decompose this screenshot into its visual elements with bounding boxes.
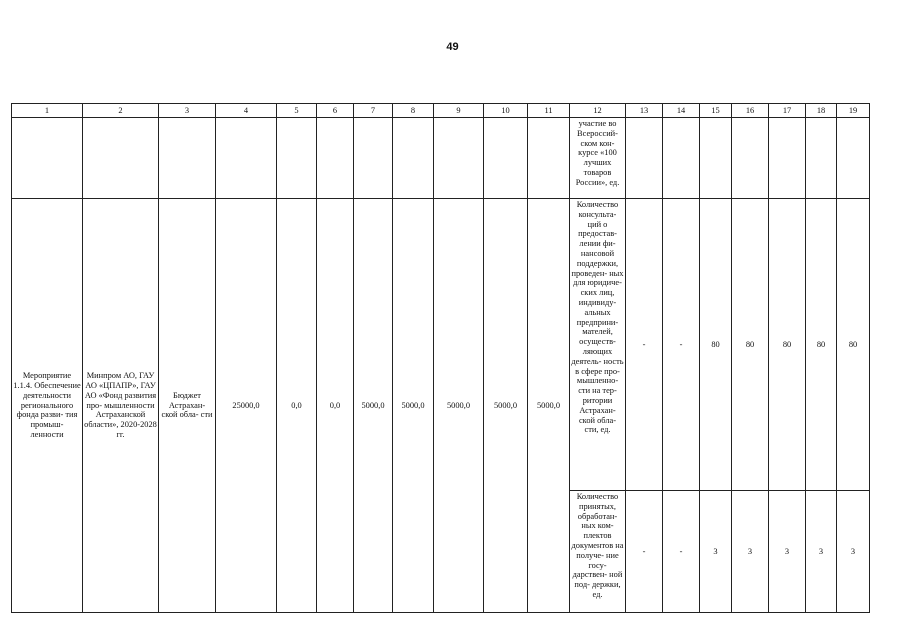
indicator-description: Количество принятых, обработан- ных ком- плектов документов на получе- ние госу- дарствен- ной под- держки, ед.: [570, 491, 626, 613]
indicator-value: 3: [769, 491, 806, 613]
event-executors: Минпром АО, ГАУ АО «ЦПАПР», ГАУ АО «Фонд развития про- мышленности Астраханской области», 2020-2028 гг.: [83, 199, 159, 613]
indicator-value: -: [626, 199, 663, 491]
table-cell: [159, 118, 216, 199]
indicator-value: -: [663, 199, 700, 491]
indicator-value: 3: [837, 491, 870, 613]
header-cell: 15: [700, 104, 732, 118]
funding-source: Бюджет Астрахан- ской обла- сти: [159, 199, 216, 613]
indicator-value: 80: [837, 199, 870, 491]
amount-year: 5000,0: [528, 199, 570, 613]
header-row: [12, 104, 870, 118]
header-cell: 14: [663, 104, 700, 118]
header-cell: 16: [732, 104, 769, 118]
table-cell: [528, 118, 570, 199]
event-title: Мероприятие 1.1.4. Обеспечение деятельности регионального фонда разви- тия промыш- ленности: [12, 199, 83, 613]
indicator-value: 3: [732, 491, 769, 613]
indicator-value: 80: [732, 199, 769, 491]
amount-year: 0,0: [317, 199, 354, 613]
indicator-value: -: [663, 491, 700, 613]
indicator-value: 3: [806, 491, 837, 613]
header-cell: 4: [216, 104, 277, 118]
table-cell: [769, 118, 806, 199]
indicator-value: 80: [769, 199, 806, 491]
header-cell: 1: [12, 104, 83, 118]
program-table: [11, 103, 870, 613]
header-cell: 19: [837, 104, 870, 118]
table-cell: [216, 118, 277, 199]
table-cell: [626, 118, 663, 199]
table-cell: [663, 118, 700, 199]
indicator-value: 3: [700, 491, 732, 613]
header-cell: 12: [570, 104, 626, 118]
indicator-value: -: [626, 491, 663, 613]
table-cell: [393, 118, 434, 199]
amount-year: 5000,0: [484, 199, 528, 613]
table-cell: [700, 118, 732, 199]
table-cell: [317, 118, 354, 199]
table-cell: [83, 118, 159, 199]
header-cell: 10: [484, 104, 528, 118]
amount-year: 5000,0: [434, 199, 484, 613]
indicator-value: 80: [806, 199, 837, 491]
header-cell: 7: [354, 104, 393, 118]
event-row: [12, 199, 870, 491]
table-cell: [277, 118, 317, 199]
amount-total: 25000,0: [216, 199, 277, 613]
amount-year: 5000,0: [354, 199, 393, 613]
header-cell: 6: [317, 104, 354, 118]
amount-year: 5000,0: [393, 199, 434, 613]
header-cell: 18: [806, 104, 837, 118]
table-cell: [484, 118, 528, 199]
table-cell: [806, 118, 837, 199]
continued-row: [12, 118, 870, 199]
header-cell: 13: [626, 104, 663, 118]
header-cell: 8: [393, 104, 434, 118]
page-number: 49: [446, 41, 459, 53]
table-cell: [837, 118, 870, 199]
header-cell: 3: [159, 104, 216, 118]
header-cell: 5: [277, 104, 317, 118]
indicator-description: участие во Всероссий- ском кон- курсе «100 лучших товаров России», ед.: [570, 118, 626, 199]
amount-year: 0,0: [277, 199, 317, 613]
indicator-value: 80: [700, 199, 732, 491]
header-cell: 9: [434, 104, 484, 118]
header-cell: 17: [769, 104, 806, 118]
indicator-description: Количество консульта- ций о предостав- лении фи- нансовой поддержки, проведен- ных для юридиче- ских лиц, индивиду- альных предприни- мателей, осуществ- ляющих деятель- ность в сфере про- мышленно- сти на тер- ритории Астрахан- ской обла- сти, ед.: [570, 199, 626, 491]
table-cell: [434, 118, 484, 199]
header-cell: 11: [528, 104, 570, 118]
table-cell: [354, 118, 393, 199]
table-cell: [732, 118, 769, 199]
header-cell: 2: [83, 104, 159, 118]
table-cell: [12, 118, 83, 199]
